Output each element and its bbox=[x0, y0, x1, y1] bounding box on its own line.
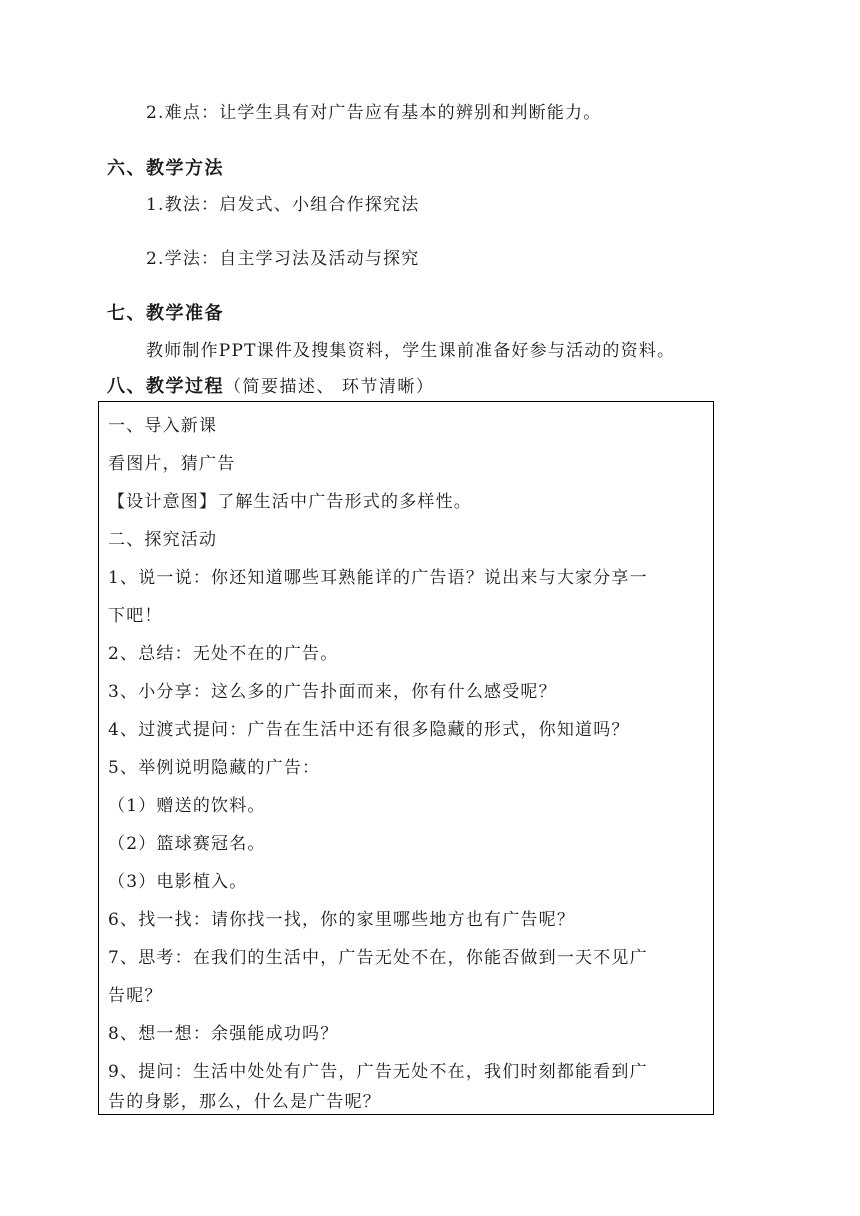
process-line: 2、总结：无处不在的广告。 bbox=[108, 644, 339, 664]
process-line: 一、导入新课 bbox=[108, 416, 218, 436]
preparation-text: 教师制作PPT课件及搜集资料，学生课前准备好参与活动的资料。 bbox=[146, 341, 676, 361]
process-line: 5、举例说明隐藏的广告： bbox=[108, 758, 321, 778]
section-heading-teaching-methods: 六、教学方法 bbox=[107, 158, 224, 179]
process-line: 告的身影，那么，什么是广告呢？ bbox=[108, 1092, 381, 1112]
process-line: 1、说一说：你还知道哪些耳熟能详的广告语？说出来与大家分享一 bbox=[108, 568, 648, 588]
process-line: 下吧！ bbox=[108, 606, 163, 626]
section-heading-teaching-preparation: 七、教学准备 bbox=[107, 303, 224, 324]
process-line: 6、找一找：请你找一找，你的家里哪些地方也有广告呢？ bbox=[108, 910, 576, 930]
process-line: 【设计意图】了解生活中广告形式的多样性。 bbox=[108, 492, 472, 512]
process-line: 3、小分享：这么多的广告扑面而来，你有什么感受呢？ bbox=[108, 682, 557, 702]
process-line: （1）赠送的饮料。 bbox=[108, 796, 266, 816]
process-line: 8、想一想：余强能成功吗？ bbox=[108, 1024, 339, 1044]
method-item-learning: 2.学法：自主学习法及活动与探究 bbox=[146, 249, 420, 269]
process-line: 二、探究活动 bbox=[108, 530, 218, 550]
difficulty-point: 2.难点：让学生具有对广告应有基本的辨别和判断能力。 bbox=[146, 103, 602, 123]
method-item-teaching: 1.教法：启发式、小组合作探究法 bbox=[146, 195, 420, 215]
process-line: （3）电影植入。 bbox=[108, 872, 248, 892]
process-line: （2）篮球赛冠名。 bbox=[108, 834, 266, 854]
process-line: 告呢？ bbox=[108, 986, 163, 1006]
process-line: 7、思考：在我们的生活中，广告无处不在，你能否做到一天不见广 bbox=[108, 948, 648, 968]
section-heading-teaching-process bbox=[107, 375, 434, 399]
process-heading-title: 八、教学过程 bbox=[107, 376, 224, 397]
process-heading-note: （简要描述、 环节清晰） bbox=[224, 377, 435, 397]
process-line: 9、提问：生活中处处有广告，广告无处不在，我们时刻都能看到广 bbox=[108, 1062, 648, 1082]
process-line: 4、过渡式提问：广告在生活中还有很多隐藏的形式，你知道吗？ bbox=[108, 720, 630, 740]
teaching-process-box bbox=[98, 401, 714, 1115]
process-line: 看图片，猜广告 bbox=[108, 454, 236, 474]
